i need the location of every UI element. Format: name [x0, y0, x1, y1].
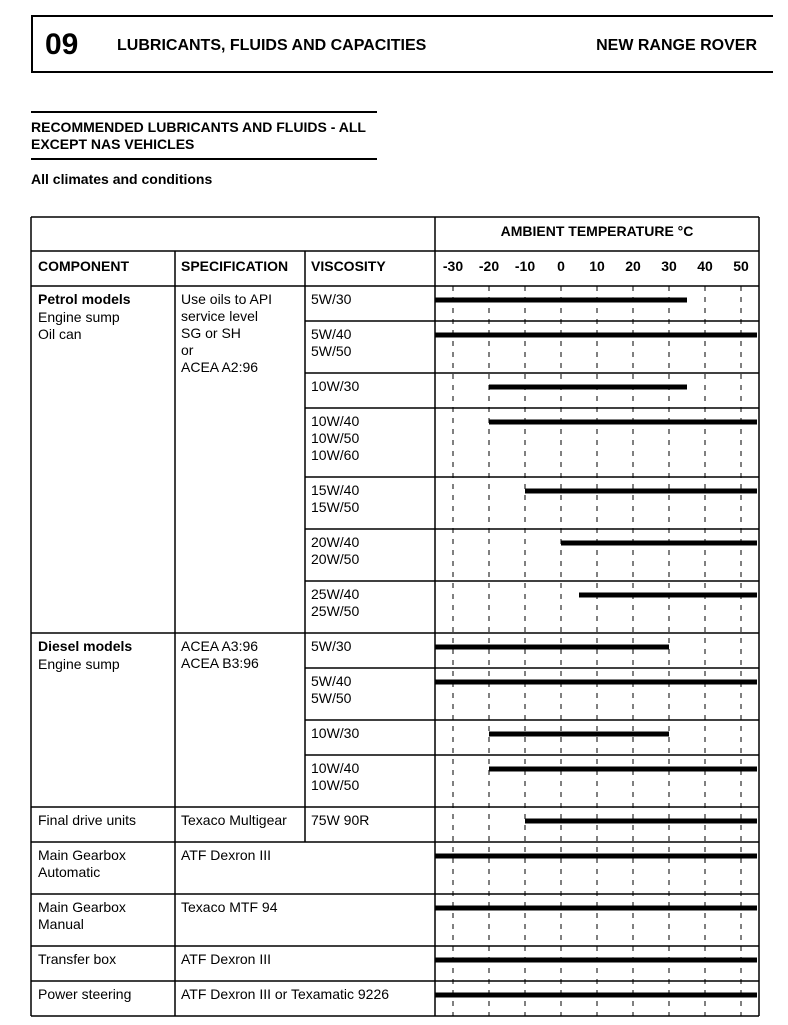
component-name: Transfer box: [38, 951, 117, 967]
ambient-temperature-header: AMBIENT TEMPERATURE °C: [500, 223, 694, 239]
component-name: Engine sump: [38, 656, 120, 672]
temperature-tick-label: 30: [661, 258, 677, 274]
specification-text: ATF Dexron III: [181, 951, 271, 967]
viscosity-grade: 10W/30: [311, 725, 360, 741]
temperature-tick-label: -30: [442, 258, 464, 274]
specification-text: ATF Dexron III: [181, 847, 271, 863]
section-title: RECOMMENDED LUBRICANTS AND FLUIDS - ALL EXCEPT NAS VEHICLES: [31, 119, 366, 152]
viscosity-grade: 25W/40 25W/50: [311, 586, 360, 619]
page-title: LUBRICANTS, FLUIDS AND CAPACITIES: [117, 37, 427, 54]
specification-header: SPECIFICATION: [181, 258, 289, 274]
viscosity-grade: 5W/40 5W/50: [311, 673, 352, 706]
component-name: Power steering: [38, 986, 132, 1002]
viscosity-grade: 10W/40 10W/50 10W/60: [311, 413, 360, 463]
section-number: 09: [45, 28, 79, 61]
viscosity-grade: 15W/40 15W/50: [311, 482, 360, 515]
component-name: Main Gearbox Manual: [38, 899, 126, 932]
specification-text: Texaco Multigear: [181, 812, 287, 828]
specification-text: Use oils to API service level SG or SH or ACEA A2:96: [181, 291, 273, 375]
specification-text: ATF Dexron III or Texamatic 9226: [181, 986, 390, 1002]
temperature-tick-label: 50: [733, 258, 749, 274]
component-group-title: Petrol models: [38, 291, 131, 307]
temperature-tick-label: 40: [697, 258, 713, 274]
temperature-tick-label: -10: [514, 258, 536, 274]
specification-text: ACEA A3:96 ACEA B3:96: [181, 638, 259, 671]
viscosity-grade: 5W/30: [311, 291, 352, 307]
viscosity-grade: 20W/40 20W/50: [311, 534, 360, 567]
temperature-tick-label: 20: [625, 258, 641, 274]
temperature-tick-label: -20: [478, 258, 500, 274]
component-name: Engine sump Oil can: [38, 309, 120, 342]
temperature-tick-label: 10: [589, 258, 605, 274]
viscosity-grade: 10W/30: [311, 378, 360, 394]
component-name: Main Gearbox Automatic: [38, 847, 126, 880]
vehicle-model: NEW RANGE ROVER: [596, 37, 757, 54]
viscosity-grade: 75W 90R: [311, 812, 370, 828]
viscosity-grade: 10W/40 10W/50: [311, 760, 360, 793]
viscosity-header: VISCOSITY: [311, 258, 386, 274]
component-group-title: Diesel models: [38, 638, 133, 654]
specification-text: Texaco MTF 94: [181, 899, 278, 915]
section-subtitle: All climates and conditions: [31, 171, 213, 187]
viscosity-grade: 5W/40 5W/50: [311, 326, 352, 359]
component-name: Final drive units: [38, 812, 137, 828]
viscosity-grade: 5W/30: [311, 638, 352, 654]
component-header: COMPONENT: [38, 258, 129, 274]
temperature-tick-label: 0: [557, 258, 565, 274]
